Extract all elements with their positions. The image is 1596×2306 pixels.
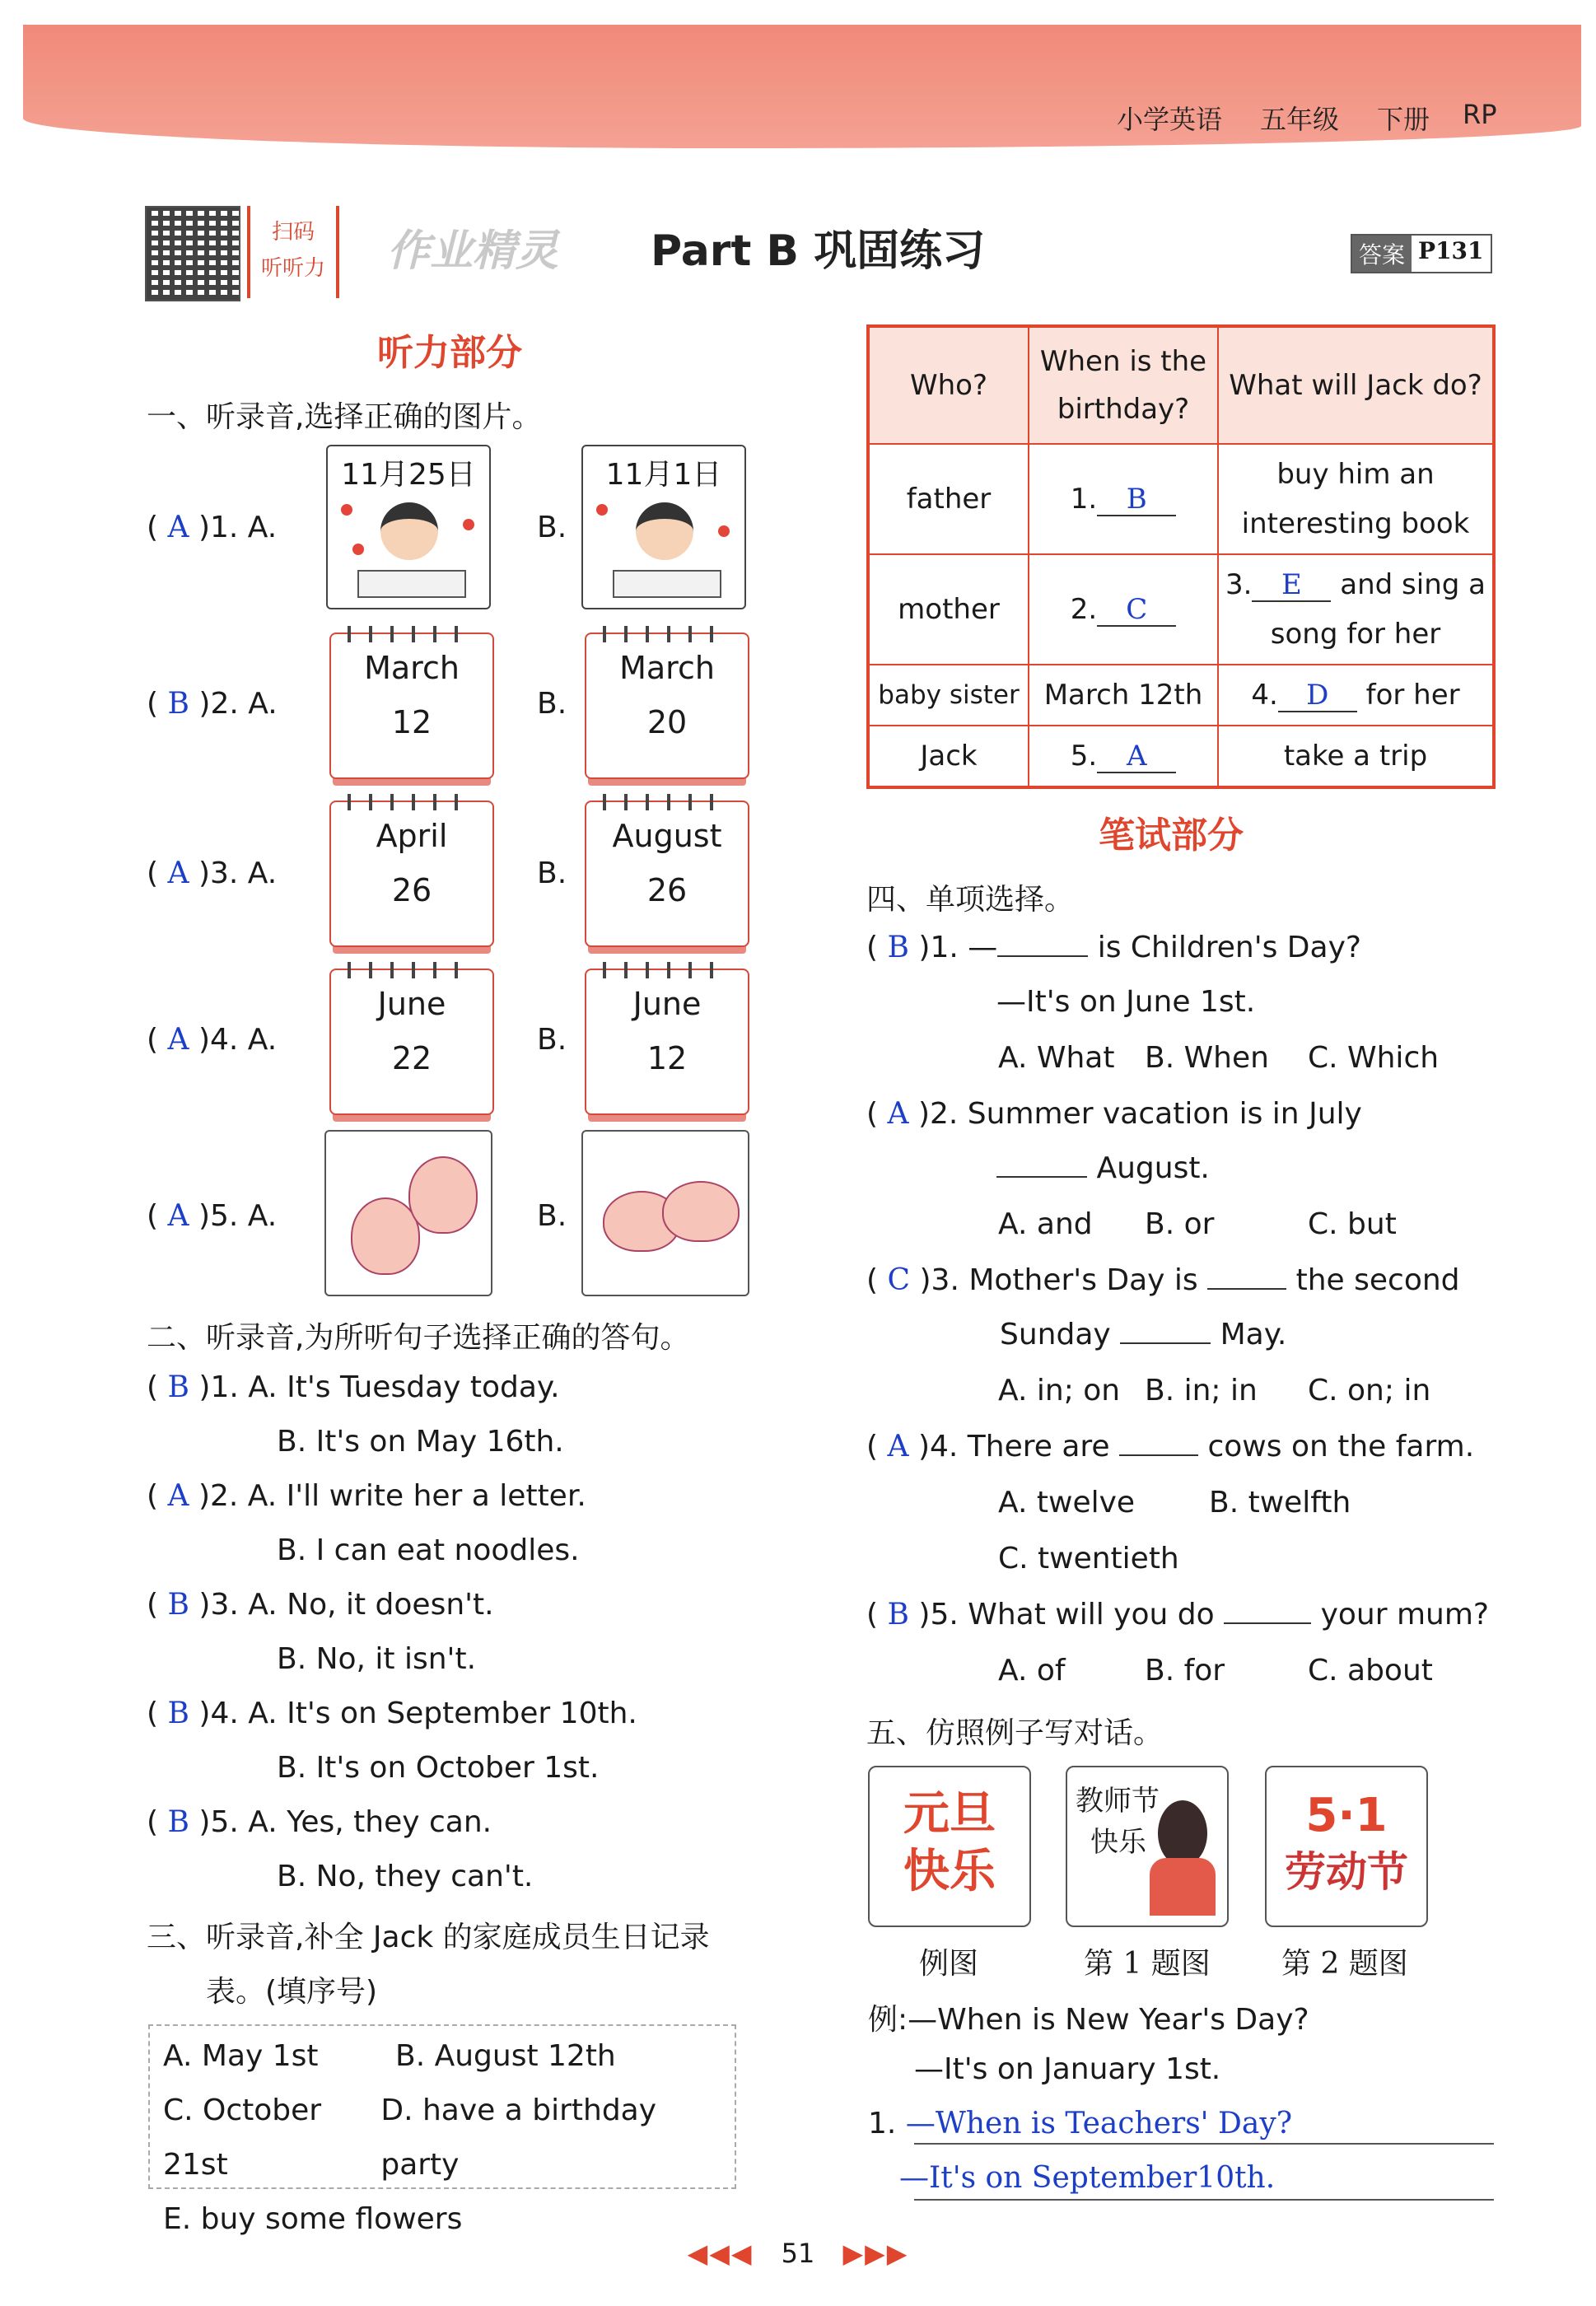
s2-item3-answer: B <box>167 1588 189 1622</box>
s5-caption-q1: 第 1 题图 <box>1084 1947 1211 1981</box>
s4-q5-opt-b: B. for <box>1145 1654 1225 1687</box>
s5-caption-example: 例图 <box>919 1947 979 1981</box>
s4-q2-answer: A <box>887 1097 909 1131</box>
row3-when: March 12th <box>1029 665 1218 726</box>
s4-q3-answer: C <box>887 1263 911 1297</box>
s4-q1-line1: ( B )1. — is Children's Day? <box>866 931 1361 964</box>
s2-item4-option-b: B. It's on October 1st. <box>277 1751 600 1785</box>
section1-title: 一、听录音,选择正确的图片。 <box>147 400 542 434</box>
calendar-rings-icon <box>603 962 731 978</box>
s1-item1-line: ( A )1. A. <box>147 511 278 544</box>
s2-item4-option-a: )4. A. It's on September 10th. <box>198 1697 637 1730</box>
s1-item5-answer: A <box>167 1199 189 1233</box>
s4-q1-stem-b: is Children's Day? <box>1097 931 1361 964</box>
calendar-month: June <box>632 986 702 1022</box>
calendar-rings-icon <box>348 626 476 642</box>
calendar-rings-icon <box>348 794 476 810</box>
calendar-day: 20 <box>646 704 688 740</box>
pic-text-2: 快乐 <box>903 1845 996 1898</box>
calendar-month: April <box>376 818 448 854</box>
header-volume: 下册 <box>1377 104 1430 135</box>
teacher-icon <box>1158 1800 1207 1866</box>
table-header-row <box>868 326 1494 444</box>
writing-heading: 笔试部分 <box>1099 815 1244 857</box>
s1-item1-a-date: 11月25日 <box>341 458 476 492</box>
header-banner <box>23 25 1581 148</box>
s4-q3-stem-a: )3. Mother's Day is <box>919 1263 1198 1297</box>
s4-q1-answer: B <box>887 931 909 964</box>
book-icon <box>357 570 466 598</box>
calendar-month: March <box>364 650 460 686</box>
s2-item1-option-a: )1. A. It's Tuesday today. <box>198 1370 560 1404</box>
s5-answer1-question-line <box>868 2107 1292 2140</box>
row3-answer4: D <box>1278 679 1357 712</box>
s4-q3-line2 <box>1000 1318 1286 1351</box>
calendar-rings-icon <box>603 794 731 810</box>
header-grade: 五年级 <box>1260 104 1340 135</box>
s1-item1-pic-a <box>326 445 491 609</box>
s1-item4-num: )4. A. <box>198 1023 278 1057</box>
s5-example-picture <box>868 1766 1031 1927</box>
option-e: E. buy some flowers <box>163 2202 463 2236</box>
s4-q2-line1: ( A )2. Summer vacation is in July <box>866 1097 1362 1131</box>
pic-text-1: 5·1 <box>1305 1789 1388 1842</box>
s2-item3-option-b: B. No, it isn't. <box>277 1642 477 1676</box>
s1-item2-line: ( B )2. A. <box>147 687 278 721</box>
row2-when <box>1029 554 1218 665</box>
calendar-month: March <box>619 650 715 686</box>
s5-q1-picture <box>1066 1766 1229 1927</box>
s1-item2-b-label: B. <box>537 687 567 721</box>
row2-what-line2: song for her <box>1270 618 1441 651</box>
answer-tag-label: 答案 <box>1352 236 1412 272</box>
s4-q3-line1: ( C )3. Mother's Day is the second <box>866 1263 1460 1297</box>
answer-underline <box>914 2199 1494 2201</box>
row1-num: 1. <box>1070 483 1098 516</box>
row2-num3: 3. <box>1225 568 1253 601</box>
section3-options-box <box>148 2024 736 2236</box>
header-when-line1: When is the <box>1039 345 1207 378</box>
calendar-month: June <box>377 986 446 1022</box>
row4-num: 5. <box>1070 739 1098 773</box>
row1-answer: B <box>1097 483 1176 516</box>
s1-item2-calendar-a <box>329 633 494 779</box>
section2-title: 二、听录音,为所听句子选择正确的答句。 <box>147 1321 690 1355</box>
s4-q3-opt-b: B. in; in <box>1145 1374 1258 1407</box>
prev-arrows-icon[interactable]: ◀◀◀ <box>687 2238 754 2269</box>
s2-item3-option-a: )3. A. No, it doesn't. <box>198 1588 494 1622</box>
s2-item2-option-a: )2. A. I'll write her a letter. <box>198 1479 586 1513</box>
s1-item5-line: ( A )5. A. <box>147 1199 278 1233</box>
options-row-2 <box>163 2084 721 2192</box>
header-when <box>1029 326 1218 444</box>
page-title: Part B 巩固练习 <box>651 226 986 276</box>
s1-item1-answer: A <box>167 511 189 544</box>
calendar-day: 12 <box>391 704 432 740</box>
header-edition: RP <box>1463 99 1497 130</box>
row2-answer3: E <box>1252 569 1331 602</box>
options-row-1 <box>163 2029 721 2084</box>
s5-answer1-dash: — <box>905 2107 936 2140</box>
s5-example-question: 例:—When is New Year's Day? <box>868 2003 1309 2037</box>
row4-answer: A <box>1097 740 1176 773</box>
section5-title: 五、仿照例子写对话。 <box>866 1716 1164 1750</box>
boy-icon <box>636 502 693 560</box>
s4-q4-stem-a: )4. There are <box>917 1430 1110 1463</box>
s4-q1-opt-c: C. Which <box>1308 1041 1440 1075</box>
row2-answer: C <box>1097 594 1176 627</box>
pic-text-2: 快乐 <box>1090 1826 1146 1859</box>
s5-answer1-question: When is Teachers' Day? <box>935 2107 1292 2140</box>
pic-text-2: 劳动节 <box>1285 1848 1408 1896</box>
s2-item2-a: ( A )2. A. I'll write her a letter. <box>147 1479 586 1513</box>
row4-what: take a trip <box>1218 726 1494 787</box>
page-number: 51 <box>781 2238 815 2269</box>
scan-label-line1: 扫码 <box>271 220 315 245</box>
s2-item1-a: ( B )1. A. It's Tuesday today. <box>147 1370 560 1404</box>
s2-item3-a: ( B )3. A. No, it doesn't. <box>147 1588 494 1622</box>
s1-item1-num: )1. A. <box>198 511 278 544</box>
s2-item5-option-a: )5. A. Yes, they can. <box>198 1805 492 1839</box>
listening-heading: 听力部分 <box>377 332 522 374</box>
book-icon <box>613 570 721 598</box>
row1-when <box>1029 444 1218 554</box>
s4-q2-opt-a: A. and <box>998 1207 1093 1241</box>
row2-num: 2. <box>1070 593 1098 626</box>
s4-q4-opt-b: B. twelfth <box>1209 1486 1351 1519</box>
s4-q1-line2: —It's on June 1st. <box>996 985 1256 1019</box>
s2-item1-option-b: B. It's on May 16th. <box>277 1425 564 1459</box>
cat-icon <box>408 1156 478 1234</box>
answer-blank <box>1224 1622 1311 1624</box>
s1-item3-num: )3. A. <box>198 857 278 890</box>
s1-item2-answer: B <box>167 687 189 721</box>
s5-q2-picture <box>1265 1766 1428 1927</box>
s4-q2-opt-c: C. but <box>1308 1207 1397 1241</box>
s1-item3-calendar-b <box>585 801 749 947</box>
s4-q5-opt-a: A. of <box>998 1654 1066 1687</box>
s1-item4-calendar-b <box>585 969 749 1115</box>
s2-item4-a: ( B )4. A. It's on September 10th. <box>147 1697 637 1730</box>
section3-title-line1: 三、听录音,补全 Jack 的家庭成员生日记录 <box>147 1921 710 1954</box>
s4-q2-opt-b: B. or <box>1145 1207 1215 1241</box>
decor-dot <box>352 544 364 555</box>
decor-dot <box>596 504 608 516</box>
option-d: D. have a birthday party <box>380 2094 657 2182</box>
row3-what-text: for her <box>1365 678 1460 712</box>
option-c: C. October 21st <box>163 2094 322 2182</box>
s1-item1-b-date: 11月1日 <box>605 458 722 492</box>
s4-q3-opt-c: C. on; in <box>1308 1374 1431 1407</box>
answer-blank <box>996 1176 1087 1178</box>
section4-title: 四、单项选择。 <box>866 883 1075 917</box>
s4-q2-stem: )2. Summer vacation is in July <box>917 1097 1362 1131</box>
calendar-day: 26 <box>646 872 688 908</box>
s4-q4-opt-a: A. twelve <box>998 1486 1136 1519</box>
s1-item4-line: ( A )4. A. <box>147 1023 278 1057</box>
calendar-month: August <box>612 818 722 854</box>
row1-what <box>1218 444 1494 554</box>
pic-text-1: 教师节 <box>1076 1785 1160 1818</box>
s2-item2-answer: A <box>167 1479 189 1513</box>
table-row <box>868 726 1494 787</box>
s5-answer1-answer-line <box>899 2161 1275 2195</box>
row3-who: baby sister <box>868 665 1029 726</box>
s4-q1-stem-a: )1. — <box>918 931 998 964</box>
table-row <box>868 444 1494 554</box>
row4-who: Jack <box>868 726 1029 787</box>
row2-what-line1: and sing a <box>1340 568 1486 601</box>
birthday-record-table <box>866 324 1496 789</box>
table-row <box>868 554 1494 665</box>
header-what: What will Jack do? <box>1218 326 1494 444</box>
scan-listen-label <box>247 206 339 298</box>
row1-what-line2: interesting book <box>1241 507 1470 540</box>
s2-item2-option-b: B. I can eat noodles. <box>277 1533 580 1567</box>
answer-blank <box>997 955 1088 957</box>
calendar-day: 26 <box>391 872 432 908</box>
s4-q1-opt-a: A. What <box>998 1041 1115 1075</box>
s1-item5-pic-a <box>324 1130 492 1296</box>
header-subject: 小学英语 <box>1117 104 1223 135</box>
calendar-day: 12 <box>646 1040 688 1076</box>
decor-dot <box>341 504 352 516</box>
pagination <box>0 2238 1596 2269</box>
s1-item3-answer: A <box>167 857 189 890</box>
s2-item4-answer: B <box>167 1697 189 1730</box>
s2-item1-answer: B <box>167 1370 189 1404</box>
s4-q4-stem-b: cows on the farm. <box>1207 1430 1475 1463</box>
row4-when <box>1029 726 1218 787</box>
row3-num4: 4. <box>1251 678 1278 712</box>
s1-item1-pic-b <box>581 445 746 609</box>
s5-answer1-answer: It's on September10th. <box>929 2161 1276 2195</box>
s4-q5-answer: B <box>887 1598 909 1631</box>
s1-item2-num: )2. A. <box>198 687 278 721</box>
s4-q4-line1: ( A )4. There are cows on the farm. <box>866 1430 1475 1463</box>
s4-q2-stem-b: August. <box>1096 1151 1210 1185</box>
s4-q3-opt-a: A. in; on <box>998 1374 1121 1407</box>
s4-q3-stem-c: Sunday <box>1000 1318 1111 1351</box>
s4-q1-opt-b: B. When <box>1145 1041 1269 1075</box>
row1-who: father <box>868 444 1029 554</box>
s1-item4-b-label: B. <box>537 1023 567 1057</box>
row2-what <box>1218 554 1494 665</box>
flowers-icon <box>1150 1858 1216 1916</box>
cat-icon <box>662 1181 740 1242</box>
s1-item4-calendar-a <box>329 969 494 1115</box>
row1-what-line1: buy him an <box>1276 458 1435 491</box>
table-row <box>868 665 1494 726</box>
s4-q5-stem-a: )5. What will you do <box>918 1598 1215 1631</box>
row3-what <box>1218 665 1494 726</box>
s1-item5-pic-b <box>581 1130 749 1296</box>
calendar-day: 22 <box>391 1040 432 1076</box>
qr-code-icon[interactable] <box>145 206 240 301</box>
calendar-rings-icon <box>348 962 476 978</box>
s4-q5-stem-b: your mum? <box>1320 1598 1490 1631</box>
answer-underline <box>914 2143 1494 2145</box>
s4-q3-stem-d: May. <box>1220 1318 1287 1351</box>
s1-item2-calendar-b <box>585 633 749 779</box>
s1-item3-b-label: B. <box>537 857 567 890</box>
s4-q5-line1: ( B )5. What will you do your mum? <box>866 1598 1490 1631</box>
answer-blank <box>1119 1454 1198 1456</box>
answer-page-tag <box>1351 234 1492 273</box>
s5-caption-q2: 第 2 题图 <box>1281 1947 1408 1981</box>
s1-item3-line: ( A )3. A. <box>147 857 278 890</box>
s4-q2-line2 <box>996 1151 1210 1185</box>
next-arrows-icon[interactable]: ▶▶▶ <box>842 2238 909 2269</box>
scan-label-line2: 听听力 <box>260 256 325 281</box>
s2-item5-option-b: B. No, they can't. <box>277 1860 534 1893</box>
s5-answer1-dash2: — <box>899 2161 929 2195</box>
calendar-rings-icon <box>603 626 731 642</box>
s1-item5-num: )5. A. <box>198 1199 278 1233</box>
s4-q4-answer: A <box>887 1430 909 1463</box>
pic-text-1: 元旦 <box>903 1787 996 1841</box>
s5-example-answer: —It's on January 1st. <box>914 2052 1221 2086</box>
brand-logo: 作业精灵 <box>387 226 559 276</box>
s1-item5-b-label: B. <box>537 1199 567 1233</box>
s5-answer1-num: 1. <box>868 2107 897 2140</box>
s1-item4-answer: A <box>167 1023 189 1057</box>
header-who: Who? <box>868 326 1029 444</box>
answer-blank <box>1120 1342 1211 1344</box>
section3-title-line2: 表。(填序号) <box>206 1975 378 2009</box>
decor-dot <box>718 525 730 537</box>
answer-tag-page: P131 <box>1418 237 1484 264</box>
s4-q3-stem-b: the second <box>1295 1263 1460 1297</box>
s1-item1-b-label: B. <box>537 511 567 544</box>
s1-item3-calendar-a <box>329 801 494 947</box>
option-a: A. May 1st <box>163 2039 319 2073</box>
answer-blank <box>1207 1288 1286 1290</box>
row2-who: mother <box>868 554 1029 665</box>
s4-q4-opt-c: C. twentieth <box>998 1542 1179 1575</box>
header-when-line2: birthday? <box>1057 393 1190 426</box>
s2-item5-answer: B <box>167 1805 189 1839</box>
s2-item5-a: ( B )5. A. Yes, they can. <box>147 1805 492 1839</box>
option-b: B. August 12th <box>395 2039 616 2073</box>
decor-dot <box>463 519 474 530</box>
boy-icon <box>380 502 438 560</box>
s4-q5-opt-c: C. about <box>1308 1654 1433 1687</box>
